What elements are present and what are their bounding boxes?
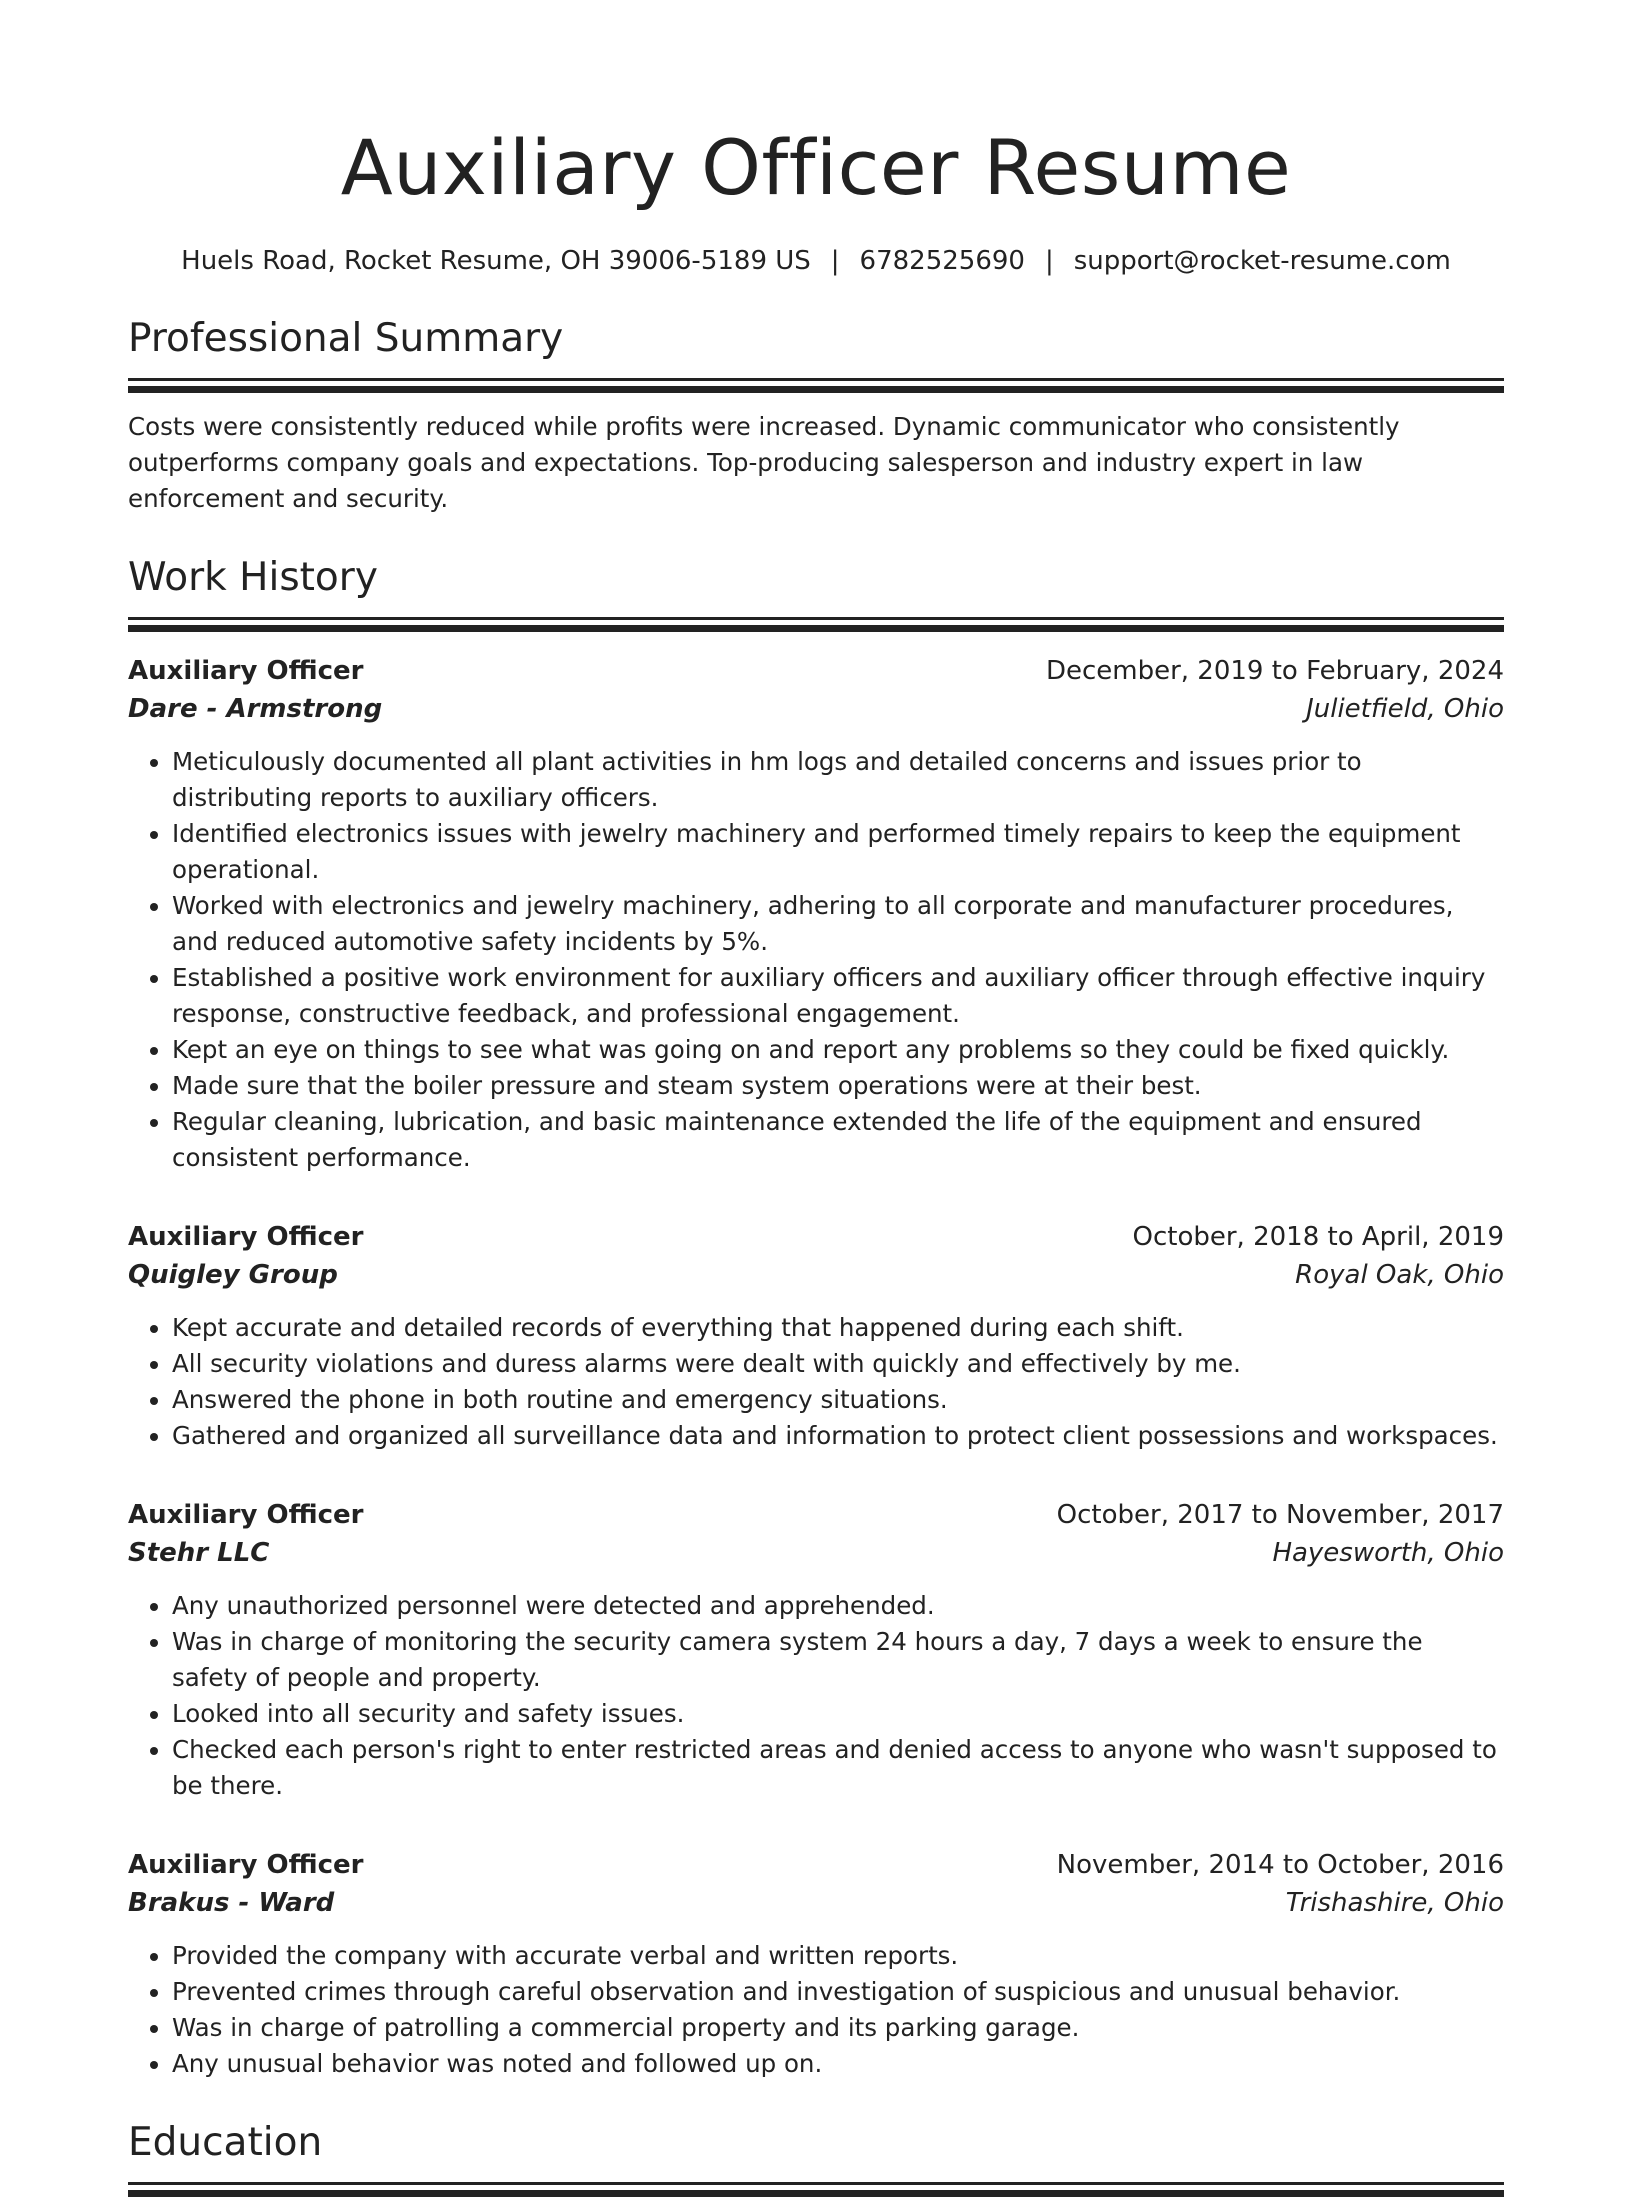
job-title: Auxiliary Officer: [128, 656, 364, 686]
job-location: Trishashire, Ohio: [1285, 1888, 1504, 1918]
resume-title: Auxiliary Officer Resume: [340, 123, 1292, 212]
job-bullet: • Established a positive work environment for auxiliary officers and auxiliary officer through effective inquiry response, constructive feedback, and professional engagement.: [172, 960, 1504, 1032]
job-bullet: • All security violations and duress alarms were dealt with quickly and effectively by me.: [172, 1346, 1504, 1382]
professional-summary-section: [128, 314, 1504, 517]
job-bullet: • Kept accurate and detailed records of everything that happened during each shift.: [172, 1310, 1504, 1346]
job-bullet: • Answered the phone in both routine and emergency situations.: [172, 1382, 1504, 1418]
section-divider: [128, 2182, 1504, 2185]
job-bullet: • Kept an eye on things to see what was going on and report any problems so they could be fixed quickly.: [172, 1032, 1504, 1068]
job-location: Julietfield, Ohio: [1306, 694, 1504, 724]
job-company: Quigley Group: [128, 1260, 338, 1290]
job-bullet: • Was in charge of monitoring the security camera system 24 hours a day, 7 days a week to ensure the safety of people and property.: [172, 1624, 1504, 1696]
job-bullets: [128, 1588, 1504, 1804]
section-divider: [128, 617, 1504, 620]
section-title: Professional Summary: [128, 316, 564, 361]
contact-address: Huels Road, Rocket Resume, OH 39006-5189 US: [181, 246, 811, 276]
job-company: Brakus - Ward: [128, 1888, 335, 1918]
job-dates: November, 2014 to October, 2016: [1056, 1850, 1504, 1880]
job-entry: [128, 652, 1504, 1176]
job-bullet: • Prevented crimes through careful observation and investigation of suspicious and unusual behavior.: [172, 1974, 1504, 2010]
contact-phone: 6782525690: [859, 246, 1025, 276]
job-bullet: • Checked each person's right to enter restricted areas and denied access to anyone who wasn't supposed to be there.: [172, 1732, 1504, 1804]
section-divider: [128, 2190, 1504, 2197]
contact-line: [128, 244, 1504, 278]
job-dates: December, 2019 to February, 2024: [1045, 656, 1504, 686]
section-divider: [128, 378, 1504, 381]
job-bullets: [128, 1310, 1504, 1454]
contact-separator: |: [1044, 246, 1054, 276]
job-bullet: • Identified electronics issues with jewelry machinery and performed timely repairs to keep the equipment operational.: [172, 816, 1504, 888]
job-bullet: • Gathered and organized all surveillance data and information to protect client possessions and workspaces.: [172, 1418, 1504, 1454]
summary-text: Costs were consistently reduced while profits were increased. Dynamic communicator who consistently outperforms company goals and expectations. Top-producing salesperson and industry expert in law enforcement and security.: [128, 412, 1400, 513]
job-bullets: [128, 1938, 1504, 2082]
section-divider: [128, 625, 1504, 632]
work-history-section: [128, 553, 1504, 2082]
job-bullet: • Made sure that the boiler pressure and steam system operations were at their best.: [172, 1068, 1504, 1104]
job-bullet: • Looked into all security and safety issues.: [172, 1696, 1504, 1732]
contact-separator: |: [830, 246, 840, 276]
job-bullets: [128, 744, 1504, 1176]
job-title: Auxiliary Officer: [128, 1850, 364, 1880]
section-title: Education: [128, 2120, 323, 2165]
job-dates: October, 2017 to November, 2017: [1056, 1500, 1504, 1530]
section-title: Work History: [128, 555, 378, 600]
job-title: Auxiliary Officer: [128, 1500, 364, 1530]
job-location: Hayesworth, Ohio: [1272, 1538, 1504, 1568]
job-entry: [128, 1218, 1504, 1454]
job-bullet: • Provided the company with accurate verbal and written reports.: [172, 1938, 1504, 1974]
job-company: Stehr LLC: [128, 1538, 270, 1568]
contact-email: support@rocket-resume.com: [1073, 246, 1451, 276]
job-entry: [128, 1496, 1504, 1804]
job-bullet: • Any unusual behavior was noted and followed up on.: [172, 2046, 1504, 2082]
job-company: Dare - Armstrong: [128, 694, 383, 724]
job-dates: October, 2018 to April, 2019: [1132, 1222, 1504, 1252]
job-bullet: • Worked with electronics and jewelry machinery, adhering to all corporate and manufacturer procedures, and reduced automotive safety incidents by 5%.: [172, 888, 1504, 960]
education-section: [128, 2118, 1504, 2197]
job-bullet: • Was in charge of patrolling a commercial property and its parking garage.: [172, 2010, 1504, 2046]
job-bullet: • Meticulously documented all plant activities in hm logs and detailed concerns and issues prior to distributing reports to auxiliary officers.: [172, 744, 1504, 816]
job-bullet: • Any unauthorized personnel were detected and apprehended.: [172, 1588, 1504, 1624]
job-entry: [128, 1846, 1504, 2082]
job-title: Auxiliary Officer: [128, 1222, 364, 1252]
job-location: Royal Oak, Ohio: [1295, 1260, 1504, 1290]
job-bullet: • Regular cleaning, lubrication, and basic maintenance extended the life of the equipment and ensured consistent performance.: [172, 1104, 1504, 1176]
section-divider: [128, 386, 1504, 393]
